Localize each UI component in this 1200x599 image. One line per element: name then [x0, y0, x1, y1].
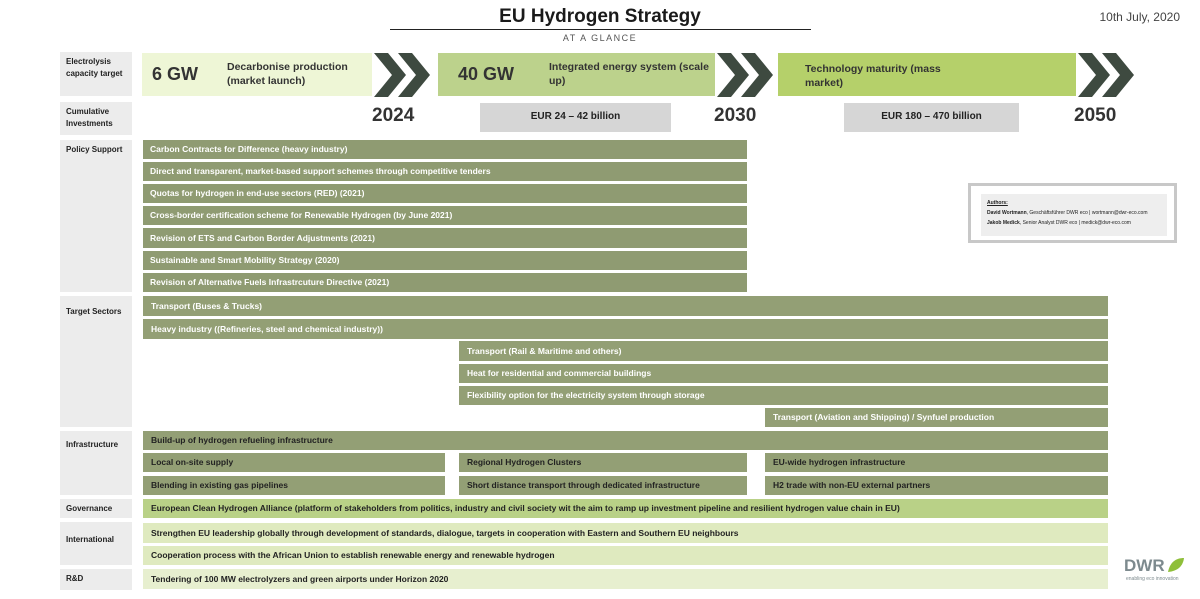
phase-3-text: Technology maturity (mass market) [805, 63, 941, 89]
target-sector-bar: Transport (Rail & Maritime and others) [459, 341, 1108, 361]
infrastructure-bar: Regional Hydrogen Clusters [459, 453, 747, 472]
infrastructure-bar: EU-wide hydrogen infrastructure [765, 453, 1108, 472]
authors-panel [981, 194, 1167, 236]
policy-bar: Sustainable and Smart Mobility Strategy (2020) [143, 251, 747, 270]
row-label-infrastructure: Infrastructure [60, 431, 132, 495]
authors-box [968, 183, 1177, 243]
authors-heading: Authors: [987, 200, 1008, 206]
governance-bar: European Clean Hydrogen Alliance (platform of stakeholders from politics, industry and civil society wit the aim to ramp up investment pipeline and resilient hydrogen value chain in EU) [143, 499, 1108, 518]
page-title: EU Hydrogen Strategy [499, 6, 701, 27]
row-label-electrolysis: Electrolysis capacity target [60, 52, 132, 96]
author-1-details: , Geschäftsführer DWR eco | wortmann@dwr-eco.com [1026, 210, 1148, 216]
author-2-name: Jakob Medick [987, 220, 1020, 226]
phase-1-gw: 6 GW [152, 64, 199, 84]
infrastructure-bar: Local on-site supply [143, 453, 445, 472]
investment-2050: EUR 180 – 470 billion [844, 103, 1019, 132]
page-subtitle: AT A GLANCE [562, 33, 638, 43]
chevron-arrow-icon [372, 53, 438, 97]
international-bar: Cooperation process with the African Union to establish renewable energy and renewable hydrogen [143, 546, 1108, 565]
infrastructure-bar: H2 trade with non-EU external partners [765, 476, 1108, 495]
phase-block-2 [438, 53, 715, 96]
chevron-arrow-icon [715, 53, 781, 97]
author-2-details: , Senior Analyst DWR eco | medick@dwr-eco.com [1019, 220, 1131, 226]
author-line-1 [987, 208, 1161, 218]
leaf-icon [1166, 556, 1186, 574]
row-label-governance: Governance [60, 499, 132, 518]
author-line-2 [987, 218, 1161, 228]
target-sector-bar: Heat for residential and commercial buildings [459, 364, 1108, 383]
row-label-rd: R&D [60, 569, 132, 590]
policy-bar: Quotas for hydrogen in end-use sectors (RED) (2021) [143, 184, 747, 203]
infrastructure-bar: Build-up of hydrogen refueling infrastructure [143, 431, 1108, 450]
infrastructure-bar: Blending in existing gas pipelines [143, 476, 445, 495]
phase-2-gw: 40 GW [458, 64, 515, 84]
row-label-target: Target Sectors [60, 296, 132, 427]
chevron-arrow-icon [1076, 53, 1142, 97]
row-label-investments: Cumulative Investments [60, 102, 132, 135]
target-sector-bar: Transport (Buses & Trucks) [143, 296, 1108, 316]
row-label-international: International [60, 522, 132, 565]
title-underline [390, 29, 811, 30]
row-label-policy: Policy Support [60, 140, 132, 292]
policy-bar: Direct and transparent, market-based support schemes through competitive tenders [143, 162, 747, 181]
author-1-name: David Wortmann [987, 210, 1027, 216]
policy-bar: Cross-border certification scheme for Renewable Hydrogen (by June 2021) [143, 206, 747, 225]
infrastructure-bar: Short distance transport through dedicated infrastructure [459, 476, 747, 495]
investment-2030: EUR 24 – 42 billion [480, 103, 671, 132]
year-2050: 2050 [1074, 105, 1117, 126]
policy-bar: Carbon Contracts for Difference (heavy industry) [143, 140, 747, 159]
phase-2-text: Integrated energy system (scale up) [549, 61, 709, 87]
logo-tagline: enabling eco innovation [1126, 576, 1179, 582]
phase-1-text: Decarbonise production (market launch) [227, 61, 348, 87]
phase-block-1 [142, 53, 372, 96]
date-label: 10th July, 2020 [1099, 10, 1180, 24]
target-sector-bar: Transport (Aviation and Shipping) / Synfuel production [765, 408, 1108, 427]
year-2030: 2030 [714, 105, 757, 126]
logo-text: DWR [1124, 556, 1165, 575]
rd-bar: Tendering of 100 MW electrolyzers and green airports under Horizon 2020 [143, 569, 1108, 589]
policy-bar: Revision of Alternative Fuels Infrastrcuture Directive (2021) [143, 273, 747, 292]
international-bar: Strengthen EU leadership globally through development of standards, dialogue, targets in cooperation with Eastern and Southern EU neighbours [143, 523, 1108, 543]
year-2024: 2024 [372, 105, 415, 126]
phase-block-3 [778, 53, 1076, 96]
policy-bar: Revision of ETS and Carbon Border Adjustments (2021) [143, 228, 747, 248]
target-sector-bar: Flexibility option for the electricity system through storage [459, 386, 1108, 405]
dwr-logo [1124, 556, 1165, 576]
target-sector-bar: Heavy industry ((Refineries, steel and chemical industry)) [143, 319, 1108, 339]
